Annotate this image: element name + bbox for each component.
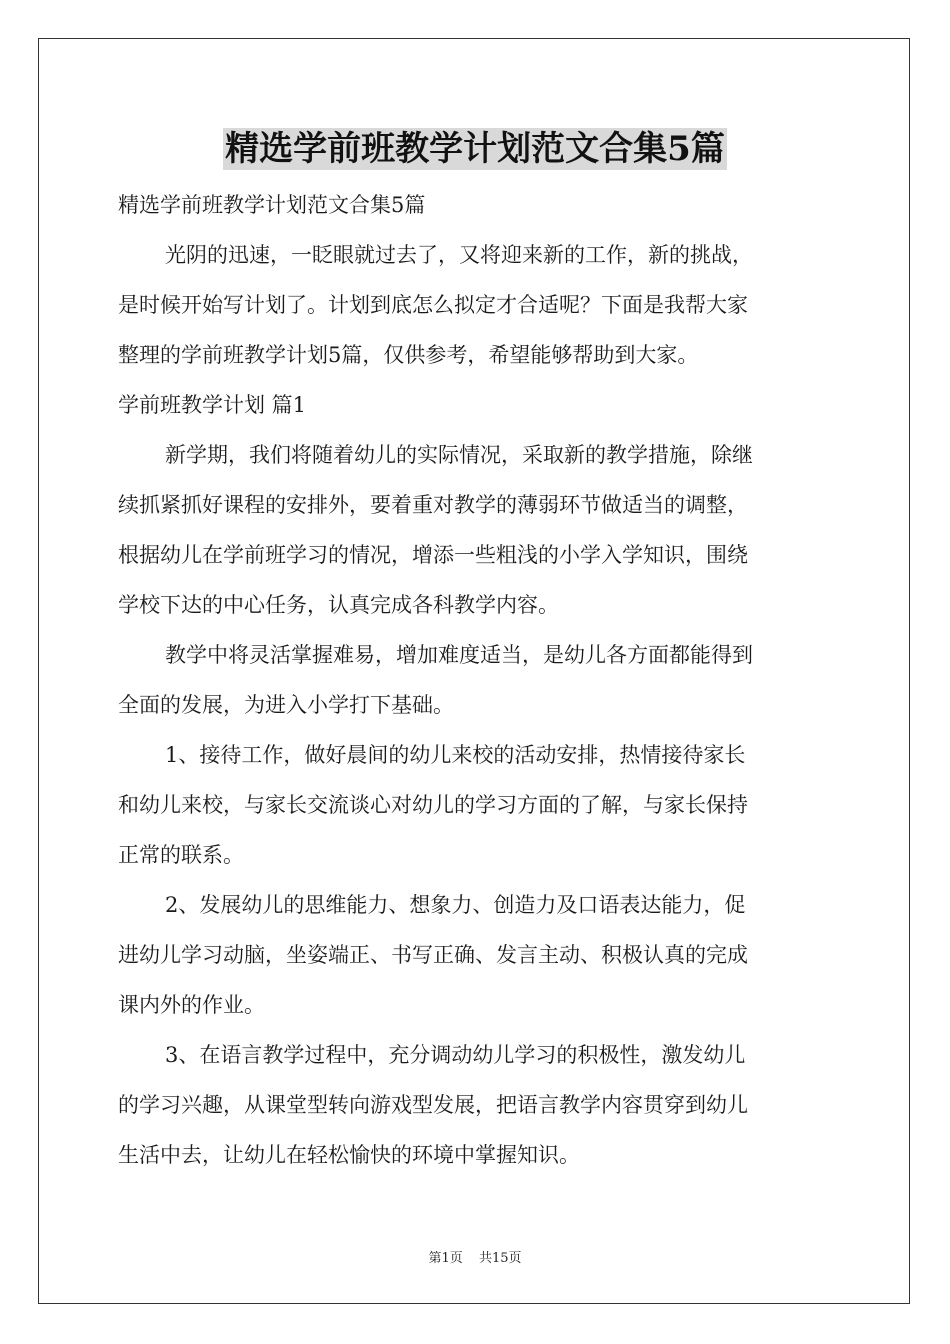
text-line: 光阴的迅速，一眨眼就过去了，又将迎来新的工作，新的挑战，	[165, 243, 753, 267]
page-number: 第1页	[428, 1251, 463, 1266]
text-line: 精选学前班教学计划范文合集5篇	[118, 193, 426, 217]
text-line: 全面的发展，为进入小学打下基础。	[118, 693, 454, 717]
title-container	[0, 128, 950, 170]
text-line: 学校下达的中心任务，认真完成各科教学内容。	[118, 593, 559, 617]
text-line: 是时候开始写计划了。计划到底怎么拟定才合适呢？下面是我帮大家	[118, 293, 748, 317]
text-line: 2、发展幼儿的思维能力、想象力、创造力及口语表达能力，促	[165, 893, 746, 917]
text-line: 续抓紧抓好课程的安排外，要着重对教学的薄弱环节做适当的调整，	[118, 493, 748, 517]
text-line: 新学期，我们将随着幼儿的实际情况，采取新的教学措施，除继	[165, 443, 753, 467]
page-total: 共15页	[478, 1251, 522, 1266]
text-line: 整理的学前班教学计划5篇，仅供参考，希望能够帮助到大家。	[118, 343, 699, 367]
document-title: 精选学前班教学计划范文合集5篇	[225, 129, 725, 169]
text-line: 进幼儿学习动脑，坐姿端正、书写正确、发言主动、积极认真的完成	[118, 943, 748, 967]
text-line: 正常的联系。	[118, 843, 244, 867]
text-line: 课内外的作业。	[118, 993, 265, 1017]
text-line: 生活中去，让幼儿在轻松愉快的环境中掌握知识。	[118, 1143, 580, 1167]
text-line: 1、接待工作，做好晨间的幼儿来校的活动安排，热情接待家长	[165, 743, 746, 767]
text-line: 教学中将灵活掌握难易，增加难度适当，是幼儿各方面都能得到	[165, 643, 753, 667]
text-line: 和幼儿来校，与家长交流谈心对幼儿的学习方面的了解，与家长保持	[118, 793, 748, 817]
text-line: 学前班教学计划 篇1	[118, 393, 307, 417]
document-body	[118, 180, 834, 1180]
text-line: 3、在语言教学过程中，充分调动幼儿学习的积极性，激发幼儿	[165, 1043, 746, 1067]
text-line: 的学习兴趣，从课堂型转向游戏型发展，把语言教学内容贯穿到幼儿	[118, 1093, 748, 1117]
page-footer	[0, 1247, 950, 1266]
text-line: 根据幼儿在学前班学习的情况，增添一些粗浅的小学入学知识，围绕	[118, 543, 748, 567]
